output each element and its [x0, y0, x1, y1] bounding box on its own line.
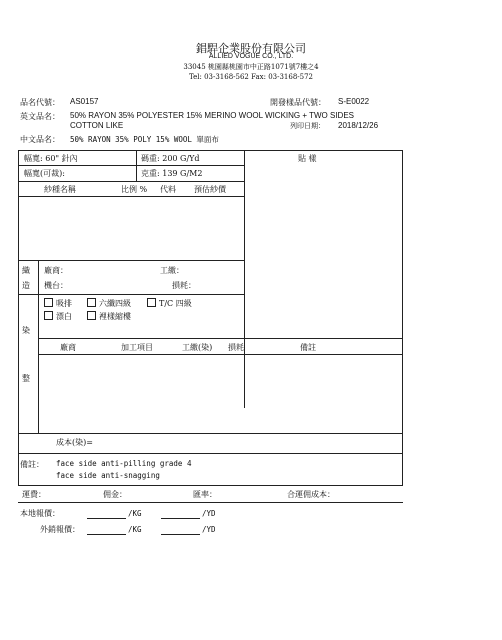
- gsm-field: 碼重: 200 G/Yd: [141, 154, 200, 163]
- local-yd-blank[interactable]: [161, 518, 200, 519]
- export-kg-unit: /KG: [128, 525, 142, 534]
- company-address: 33045 桃園縣桃園市中正路1071號7樓之4: [183, 63, 319, 71]
- swatch-label: 貼 樣: [298, 154, 317, 163]
- option-label: 吸排: [56, 299, 72, 308]
- cn-name-label: 中文品名：: [20, 135, 60, 144]
- dye-label-2: 整: [22, 374, 30, 383]
- dye-col-vendor: 廠商: [60, 343, 76, 352]
- company-name-en: ALLIED VOGUE CO., LTD.: [208, 53, 294, 60]
- knit-loss: 損耗：: [172, 281, 196, 290]
- dye-label-1: 染: [22, 326, 30, 335]
- ratio-header: 比例 %: [121, 185, 148, 194]
- option-label: T/C 四級: [159, 299, 192, 308]
- divider: [38, 260, 39, 433]
- product-code-value: AS0157: [70, 97, 99, 106]
- local-quote-label: 本地報價：: [20, 509, 60, 518]
- table-border-bottom: [18, 485, 403, 486]
- dev-code-value: S-E0022: [338, 97, 370, 106]
- local-kg-blank[interactable]: [87, 518, 126, 519]
- option-label: 裡樣縮樓: [99, 312, 131, 321]
- remarks-line2: face side anti-snagging: [56, 471, 160, 480]
- print-date-label: 列印日期：: [290, 122, 325, 130]
- dye-cost: 成本(染)=: [56, 438, 93, 447]
- local-yd-unit: /YD: [202, 509, 216, 518]
- company-phone-fax: Tel: 03-3168-562 Fax: 03-3168-572: [188, 73, 314, 81]
- divider: [244, 150, 245, 408]
- en-name-line1: 50% RAYON 35% POLYESTER 15% MERINO WOOL WICKING + TWO SIDES: [70, 111, 354, 120]
- knit-label-1: 織: [22, 266, 30, 275]
- cn-name-value: 50% RAYON 35% POLY 15% WOOL 單面布: [70, 135, 219, 144]
- checkbox[interactable]: [44, 311, 53, 320]
- knit-machine: 機台：: [44, 281, 68, 290]
- option-label: 六纖四級: [99, 299, 131, 308]
- en-name-line2: COTTON LIKE: [70, 121, 124, 130]
- dye-option-six-fiber[interactable]: [87, 298, 131, 309]
- export-yd-blank[interactable]: [161, 534, 200, 535]
- print-date-value: 2018/12/26: [338, 121, 379, 130]
- table-border-top: [18, 150, 403, 151]
- dye-option-tc[interactable]: [147, 298, 192, 309]
- divider: [18, 294, 245, 295]
- product-code-label: 品名代號：: [20, 98, 60, 107]
- divider: [38, 338, 403, 339]
- knit-vendor: 廠商：: [44, 266, 68, 275]
- knit-label-2: 造: [22, 281, 30, 290]
- export-yd-unit: /YD: [202, 525, 216, 534]
- total-cost-field: 合運佣成本：: [287, 490, 335, 499]
- width-field: 幅寬: 60" 針內: [24, 154, 78, 163]
- divider: [38, 354, 403, 355]
- freight-field: 運費：: [22, 490, 46, 499]
- dye-option-wicking[interactable]: [44, 298, 72, 309]
- divider: [18, 453, 403, 454]
- checkbox[interactable]: [44, 298, 53, 307]
- dye-col-process: 加工項目: [121, 343, 153, 352]
- weight-field: 克重: 139 G/M2: [141, 169, 203, 178]
- checkbox[interactable]: [87, 298, 96, 307]
- commission-field: 佣金：: [103, 490, 127, 499]
- dye-option-shrink[interactable]: [87, 311, 131, 322]
- divider: [18, 165, 245, 166]
- dye-option-bleach[interactable]: [44, 311, 72, 322]
- remarks-label: 備註：: [20, 460, 44, 469]
- en-name-label: 英文品名：: [20, 112, 60, 121]
- dev-code-label: 開發樣品代號：: [270, 98, 326, 107]
- divider: [18, 260, 245, 261]
- table-border-left: [18, 150, 19, 485]
- remarks-line1: face side anti-pilling grade 4: [56, 459, 192, 468]
- export-kg-blank[interactable]: [87, 534, 126, 535]
- export-quote-label: 外銷報價：: [40, 525, 80, 534]
- dye-col-note: 備註: [300, 343, 316, 352]
- local-kg-unit: /KG: [128, 509, 142, 518]
- checkbox[interactable]: [147, 298, 156, 307]
- exchange-field: 匯率：: [193, 490, 217, 499]
- knit-labor: 工繳：: [160, 266, 184, 275]
- supplier-header: 代料: [160, 185, 176, 194]
- dye-col-labor: 工繳(染): [182, 343, 213, 352]
- company-name-cn: 錩駻企業股份有限公司: [196, 42, 306, 55]
- divider: [18, 502, 403, 503]
- divider: [18, 433, 403, 434]
- yarn-name-header: 紗種名稱: [44, 185, 76, 194]
- dye-col-loss: 損耗: [228, 343, 244, 352]
- usable-width-field: 幅寬(可裁):: [24, 169, 65, 178]
- checkbox[interactable]: [87, 311, 96, 320]
- option-label: 漂白: [56, 312, 72, 321]
- divider: [18, 196, 245, 197]
- table-border-right: [402, 150, 403, 485]
- divider: [18, 181, 245, 182]
- price-header: 預估紗價: [194, 185, 226, 194]
